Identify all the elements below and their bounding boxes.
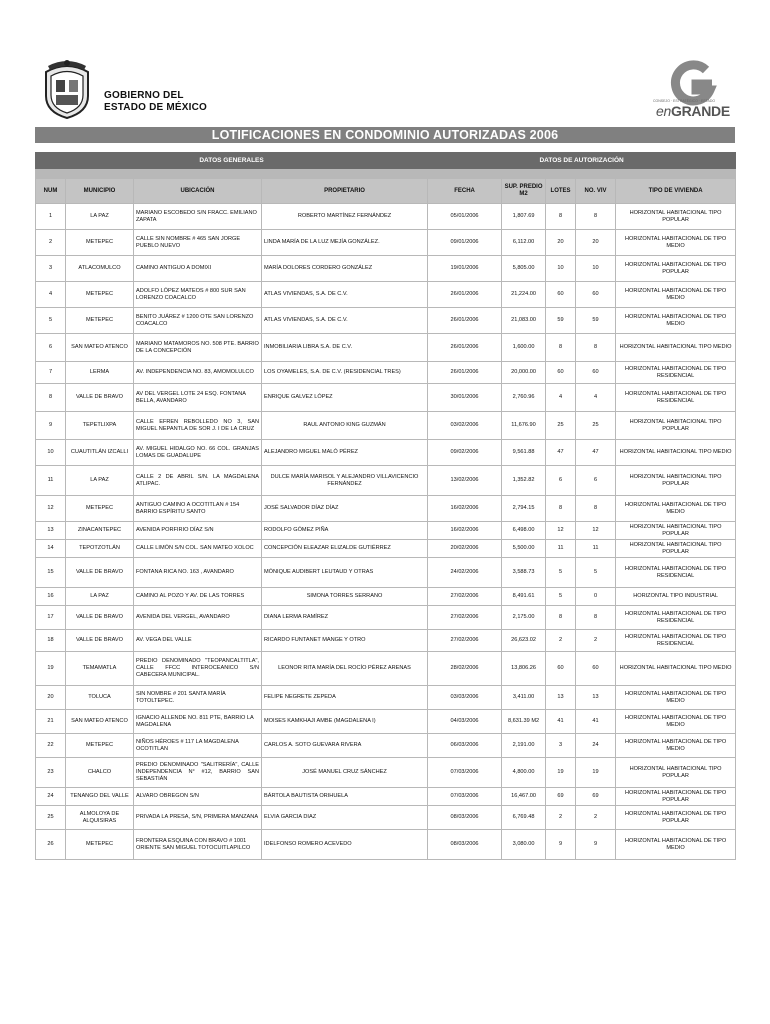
cell-propietario: ELVIA GARCIA DIAZ — [262, 806, 428, 830]
cell-tipo: HORIZONTAL HABITACIONAL TIPO POPULAR — [616, 522, 736, 540]
cell-municipio: SAN MATEO ATENCO — [66, 710, 134, 734]
cell-fecha: 09/02/2006 — [428, 440, 502, 466]
col-propietario: PROPIETARIO — [262, 179, 428, 204]
cell-fecha: 03/03/2006 — [428, 686, 502, 710]
cell-fecha: 19/01/2006 — [428, 256, 502, 282]
cell-ubicacion: NIÑOS HÉROES # 117 LA MAGDALENA OCOTITLAN — [134, 734, 262, 758]
cell-sup: 3,080.00 — [502, 830, 546, 860]
cell-sup: 4,800.00 — [502, 758, 546, 788]
table-row — [36, 652, 736, 686]
cell-sup: 6,498.00 — [502, 522, 546, 540]
cell-municipio: METEPEC — [66, 830, 134, 860]
cell-propietario: LEONOR RITA MARÍA DEL ROCÍO PÉREZ ARENAS — [262, 652, 428, 686]
cell-fecha: 27/02/2006 — [428, 630, 502, 652]
cell-municipio: TOLUCA — [66, 686, 134, 710]
cell-propietario: MOISES KAMKHAJI AMBE (MAGDALENA I) — [262, 710, 428, 734]
cell-viv: 8 — [576, 606, 616, 630]
table-row — [36, 362, 736, 384]
cell-sup: 26,623.02 — [502, 630, 546, 652]
cell-fecha: 03/02/2006 — [428, 412, 502, 440]
cell-viv: 24 — [576, 734, 616, 758]
cell-num: 12 — [36, 496, 66, 522]
cell-sup: 20,000.00 — [502, 362, 546, 384]
cell-lotes: 3 — [546, 734, 576, 758]
table-row — [36, 558, 736, 588]
cell-propietario: CARLOS A. SOTO GUEVARA RIVERA — [262, 734, 428, 758]
cell-fecha: 08/03/2006 — [428, 830, 502, 860]
cell-sup: 5,805.00 — [502, 256, 546, 282]
cell-viv: 13 — [576, 686, 616, 710]
cell-propietario: RAUL ANTONIO KING GUZMÁN — [262, 412, 428, 440]
cell-num: 8 — [36, 384, 66, 412]
col-lotes: LOTES — [546, 179, 576, 204]
column-header-row — [36, 179, 736, 204]
cell-tipo: HORIZONTAL HABITACIONAL TIPO MEDIO — [616, 334, 736, 362]
table-row — [36, 734, 736, 758]
cell-lotes: 6 — [546, 466, 576, 496]
cell-viv: 20 — [576, 230, 616, 256]
cell-ubicacion: PRIVADA LA PRESA, S/N, PRIMERA MANZANA — [134, 806, 262, 830]
cell-ubicacion: BENITO JUÁREZ # 1200 OTE SAN LORENZO COACALCO — [134, 308, 262, 334]
cell-viv: 25 — [576, 412, 616, 440]
cell-viv: 41 — [576, 710, 616, 734]
cell-fecha: 05/01/2006 — [428, 204, 502, 230]
cell-municipio: VALLE DE BRAVO — [66, 630, 134, 652]
cell-municipio: TEPOTZOTLÁN — [66, 540, 134, 558]
cell-propietario: ROBERTO MARTÍNEZ FERNÁNDEZ — [262, 204, 428, 230]
cell-sup: 3,411.00 — [502, 686, 546, 710]
section-spacer-row — [36, 169, 736, 179]
cell-lotes: 9 — [546, 830, 576, 860]
cell-fecha: 07/03/2006 — [428, 788, 502, 806]
section-datos-autorizacion: DATOS DE AUTORIZACIÓN — [428, 153, 736, 169]
cell-viv: 12 — [576, 522, 616, 540]
cell-fecha: 16/02/2006 — [428, 496, 502, 522]
cell-ubicacion: CAMINO AL POZO Y AV. DE LAS TORRES — [134, 588, 262, 606]
table-row — [36, 788, 736, 806]
cell-tipo: HORIZONTAL HABITACIONAL DE TIPO RESIDENCIAL — [616, 558, 736, 588]
cell-municipio: SAN MATEO ATENCO — [66, 334, 134, 362]
cell-fecha: 27/02/2006 — [428, 588, 502, 606]
cell-lotes: 13 — [546, 686, 576, 710]
cell-num: 13 — [36, 522, 66, 540]
col-fecha: FECHA — [428, 179, 502, 204]
col-tipo-vivienda: TIPO DE VIVIENDA — [616, 179, 736, 204]
cell-propietario: ATLAS VIVIENDAS, S.A. DE C.V. — [262, 282, 428, 308]
cell-ubicacion: AV. MIGUEL HIDALGO NO. 66 COL. GRANJAS LOMAS DE GUADALUPE — [134, 440, 262, 466]
cell-ubicacion: CAMINO ANTIGUO A DOMIXI — [134, 256, 262, 282]
cell-fecha: 09/01/2006 — [428, 230, 502, 256]
cell-municipio: METEPEC — [66, 230, 134, 256]
government-line-1: GOBIERNO DEL — [104, 90, 184, 101]
cell-municipio: LA PAZ — [66, 204, 134, 230]
cell-municipio: ATLACOMULCO — [66, 256, 134, 282]
cell-num: 9 — [36, 412, 66, 440]
cell-tipo: HORIZONTAL HABITACIONAL DE TIPO MEDIO — [616, 308, 736, 334]
logo-word-prefix: en — [656, 103, 671, 119]
cell-viv: 69 — [576, 788, 616, 806]
cell-viv: 60 — [576, 362, 616, 384]
cell-ubicacion: AV DEL VERGEL LOTE 24 ESQ. FONTANA BELLA, AVANDARO — [134, 384, 262, 412]
cell-viv: 10 — [576, 256, 616, 282]
cell-fecha: 26/01/2006 — [428, 362, 502, 384]
cell-viv: 60 — [576, 282, 616, 308]
cell-ubicacion: SIN NOMBRE # 201 SANTA MARÍA TOTOLTEPEC. — [134, 686, 262, 710]
cell-num: 14 — [36, 540, 66, 558]
cell-num: 23 — [36, 758, 66, 788]
cell-viv: 6 — [576, 466, 616, 496]
cell-tipo: HORIZONTAL HABITACIONAL DE TIPO RESIDENCIAL — [616, 606, 736, 630]
cell-municipio: CHALCO — [66, 758, 134, 788]
cell-num: 26 — [36, 830, 66, 860]
cell-tipo: HORIZONTAL HABITACIONAL TIPO POPULAR — [616, 758, 736, 788]
cell-sup: 21,083.00 — [502, 308, 546, 334]
cell-municipio: TEPETLIXPA — [66, 412, 134, 440]
cell-lotes: 8 — [546, 606, 576, 630]
table-row — [36, 630, 736, 652]
cell-propietario: MÓNIQUE AUDIBERT LEUTAUD Y OTRAS — [262, 558, 428, 588]
government-line-2: ESTADO DE MÉXICO — [104, 102, 208, 113]
cell-propietario: DULCE MARÍA MARISOL Y ALEJANDRO VILLAVICENCIO FERNÁNDEZ — [262, 466, 428, 496]
cell-tipo: HORIZONTAL HABITACIONAL DE TIPO MEDIO — [616, 734, 736, 758]
cell-ubicacion: CALLE EFREN REBOLLEDO NO 3, SAN MIGUEL NEPANTLA DE SOR J. I DE LA CRUZ — [134, 412, 262, 440]
cell-municipio: ZINACANTEPEC — [66, 522, 134, 540]
cell-fecha: 26/01/2006 — [428, 308, 502, 334]
cell-propietario: INMOBILIARIA LIBRA S.A. DE C.V. — [262, 334, 428, 362]
table-row — [36, 466, 736, 496]
cell-sup: 2,794.15 — [502, 496, 546, 522]
cell-fecha: 06/03/2006 — [428, 734, 502, 758]
cell-viv: 8 — [576, 496, 616, 522]
cell-tipo: HORIZONTAL HABITACIONAL DE TIPO RESIDENCIAL — [616, 630, 736, 652]
cell-lotes: 25 — [546, 412, 576, 440]
cell-tipo: HORIZONTAL HABITACIONAL DE TIPO POPULAR — [616, 788, 736, 806]
cell-fecha: 28/02/2006 — [428, 652, 502, 686]
cell-tipo: HORIZONTAL HABITACIONAL DE TIPO RESIDENCIAL — [616, 384, 736, 412]
lotificaciones-table — [35, 152, 736, 860]
table-row — [36, 540, 736, 558]
cell-num: 10 — [36, 440, 66, 466]
table-row — [36, 496, 736, 522]
cell-sup: 8,631.39 M2 — [502, 710, 546, 734]
cell-sup: 1,352.82 — [502, 466, 546, 496]
cell-viv: 47 — [576, 440, 616, 466]
cell-viv: 60 — [576, 652, 616, 686]
cell-municipio: METEPEC — [66, 496, 134, 522]
cell-municipio: METEPEC — [66, 734, 134, 758]
cell-fecha: 08/03/2006 — [428, 806, 502, 830]
cell-num: 17 — [36, 606, 66, 630]
col-sup-predio: SUP. PREDIO M2 — [502, 179, 546, 204]
cell-municipio: TEMAMATLA — [66, 652, 134, 686]
cell-viv: 2 — [576, 806, 616, 830]
cell-lotes: 59 — [546, 308, 576, 334]
cell-tipo: HORIZONTAL TIPO INDUSTRIAL — [616, 588, 736, 606]
cell-propietario: FELIPE NEGRETE ZEPEDA — [262, 686, 428, 710]
cell-fecha: 24/02/2006 — [428, 558, 502, 588]
cell-sup: 9,561.88 — [502, 440, 546, 466]
cell-municipio: VALLE DE BRAVO — [66, 384, 134, 412]
cell-lotes: 69 — [546, 788, 576, 806]
cell-tipo: HORIZONTAL HABITACIONAL DE TIPO MEDIO — [616, 230, 736, 256]
cell-ubicacion: PREDIO DENOMINADO "TEOPANCALTITLA", CALLE FFCC INTEROCEANICO S/N CABECERA MUNICIPAL. — [134, 652, 262, 686]
cell-tipo: HORIZONTAL HABITACIONAL DE TIPO MEDIO — [616, 710, 736, 734]
cell-tipo: HORIZONTAL HABITACIONAL TIPO POPULAR — [616, 540, 736, 558]
cell-fecha: 04/03/2006 — [428, 710, 502, 734]
table-row — [36, 710, 736, 734]
cell-ubicacion: CALLE LIMÓN S/N COL. SAN MATEO XOLOC — [134, 540, 262, 558]
cell-lotes: 12 — [546, 522, 576, 540]
cell-propietario: LOS OYAMELES, S.A. DE C.V. (RESIDENCIAL TRES) — [262, 362, 428, 384]
cell-viv: 5 — [576, 558, 616, 588]
cell-lotes: 60 — [546, 282, 576, 308]
col-no-viv: NO. VIV — [576, 179, 616, 204]
cell-fecha: 26/01/2006 — [428, 282, 502, 308]
cell-municipio: LA PAZ — [66, 466, 134, 496]
cell-num: 19 — [36, 652, 66, 686]
cell-tipo: HORIZONTAL HABITACIONAL TIPO MEDIO — [616, 652, 736, 686]
cell-lotes: 47 — [546, 440, 576, 466]
cell-tipo: HORIZONTAL HABITACIONAL DE TIPO MEDIO — [616, 282, 736, 308]
cell-viv: 11 — [576, 540, 616, 558]
table-row — [36, 282, 736, 308]
cell-sup: 2,760.96 — [502, 384, 546, 412]
cell-lotes: 4 — [546, 384, 576, 412]
cell-sup: 1,600.00 — [502, 334, 546, 362]
cell-lotes: 8 — [546, 204, 576, 230]
table-row — [36, 334, 736, 362]
cell-ubicacion: ALVARO OBREGON S/N — [134, 788, 262, 806]
cell-ubicacion: MARIANO ESCOBEDO S/N FRACC. EMILIANO ZAPATA — [134, 204, 262, 230]
cell-num: 20 — [36, 686, 66, 710]
cell-ubicacion: AVENIDA DEL VERGEL, AVANDARO — [134, 606, 262, 630]
table-row — [36, 230, 736, 256]
cell-propietario: JOSÉ SALVADOR DÍAZ DÍAZ — [262, 496, 428, 522]
cell-lotes: 5 — [546, 588, 576, 606]
cell-propietario: RICARDO FUNTANET MANGE Y OTRO — [262, 630, 428, 652]
cell-lotes: 11 — [546, 540, 576, 558]
logo-tagline: CONSEJO · ESTRATÉGICO · ESTADO — [653, 99, 716, 103]
table-row — [36, 308, 736, 334]
cell-tipo: HORIZONTAL HABITACIONAL DE TIPO MEDIO — [616, 686, 736, 710]
cell-sup: 11,676.90 — [502, 412, 546, 440]
cell-lotes: 19 — [546, 758, 576, 788]
col-ubicacion: UBICACIÓN — [134, 179, 262, 204]
cell-num: 22 — [36, 734, 66, 758]
cell-ubicacion: CALLE SIN NOMBRE # 465 SAN JORGE PUEBLO NUEVO — [134, 230, 262, 256]
cell-num: 6 — [36, 334, 66, 362]
cell-ubicacion: IGNACIO ALLENDE NO. 811 PTE, BARRIO LA MAGDALENA — [134, 710, 262, 734]
cell-municipio: METEPEC — [66, 282, 134, 308]
cell-tipo: HORIZONTAL HABITACIONAL TIPO POPULAR — [616, 466, 736, 496]
table-row — [36, 606, 736, 630]
cell-ubicacion: MARIANO MATAMOROS NO. 508 PTE. BARRIO DE LA CONCEPCIÓN — [134, 334, 262, 362]
table-row — [36, 384, 736, 412]
government-name — [104, 90, 207, 114]
section-header-row — [36, 153, 736, 169]
cell-num: 4 — [36, 282, 66, 308]
cell-municipio: ALMOLOYA DE ALQUISIRAS — [66, 806, 134, 830]
cell-municipio: LERMA — [66, 362, 134, 384]
cell-municipio: VALLE DE BRAVO — [66, 606, 134, 630]
table-body — [36, 204, 736, 860]
page-header — [0, 0, 770, 125]
cell-sup: 6,769.48 — [502, 806, 546, 830]
table-row — [36, 204, 736, 230]
cell-propietario: JOSÉ MANUEL CRUZ SÁNCHEZ — [262, 758, 428, 788]
cell-municipio: LA PAZ — [66, 588, 134, 606]
cell-lotes: 8 — [546, 334, 576, 362]
cell-lotes: 2 — [546, 630, 576, 652]
cell-sup: 16,467.00 — [502, 788, 546, 806]
cell-num: 18 — [36, 630, 66, 652]
cell-num: 11 — [36, 466, 66, 496]
cell-viv: 59 — [576, 308, 616, 334]
cell-sup: 2,175.00 — [502, 606, 546, 630]
cell-ubicacion: AV. INDEPENDENCIA NO. 83, AMOMOLULCO — [134, 362, 262, 384]
cell-municipio: METEPEC — [66, 308, 134, 334]
cell-propietario: MARÍA DOLORES CORDERO GONZÁLEZ — [262, 256, 428, 282]
cell-propietario: ATLAS VIVIENDAS, S.A. DE C.V. — [262, 308, 428, 334]
table-row — [36, 830, 736, 860]
cell-tipo: HORIZONTAL HABITACIONAL DE TIPO RESIDENCIAL — [616, 362, 736, 384]
cell-ubicacion: ADOLFO LÓPEZ MATEOS # 800 SUR SAN LORENZO COACALCO — [134, 282, 262, 308]
cell-num: 1 — [36, 204, 66, 230]
table-row — [36, 588, 736, 606]
logo-wordmark — [656, 103, 730, 119]
cell-lotes: 60 — [546, 362, 576, 384]
logo-word-main: GRANDE — [670, 103, 730, 119]
cell-viv: 4 — [576, 384, 616, 412]
cell-num: 3 — [36, 256, 66, 282]
table-row — [36, 686, 736, 710]
cell-ubicacion: AVENIDA PORFIRIO DÍAZ S/N — [134, 522, 262, 540]
cell-viv: 2 — [576, 630, 616, 652]
cell-propietario: ALEJANDRO MIGUEL MALÓ PÉREZ — [262, 440, 428, 466]
cell-propietario: SIMONA TORRES SERRANO — [262, 588, 428, 606]
cell-sup: 13,806.26 — [502, 652, 546, 686]
cell-viv: 8 — [576, 204, 616, 230]
cell-lotes: 20 — [546, 230, 576, 256]
cell-fecha: 30/01/2006 — [428, 384, 502, 412]
cell-num: 24 — [36, 788, 66, 806]
cell-fecha: 27/02/2006 — [428, 606, 502, 630]
cell-sup: 3,588.73 — [502, 558, 546, 588]
cell-num: 25 — [36, 806, 66, 830]
cell-sup: 8,491.61 — [502, 588, 546, 606]
cell-ubicacion: ANTIGUO CAMINO A OCOTITLAN # 154 BARRIO ESPÍRITU SANTO — [134, 496, 262, 522]
col-num: NUM — [36, 179, 66, 204]
cell-propietario: RODOLFO GÓMEZ PIÑA — [262, 522, 428, 540]
cell-viv: 0 — [576, 588, 616, 606]
cell-propietario: IDELFONSO ROMERO ACEVEDO — [262, 830, 428, 860]
state-seal-icon — [38, 58, 96, 120]
cell-fecha: 20/02/2006 — [428, 540, 502, 558]
cell-propietario: ENRIQUE GALVEZ LÓPEZ — [262, 384, 428, 412]
cell-lotes: 60 — [546, 652, 576, 686]
cell-tipo: HORIZONTAL HABITACIONAL TIPO POPULAR — [616, 204, 736, 230]
cell-propietario: DIANA LERMA RAMÍREZ — [262, 606, 428, 630]
cell-num: 5 — [36, 308, 66, 334]
cell-sup: 1,807.69 — [502, 204, 546, 230]
cell-tipo: HORIZONTAL HABITACIONAL TIPO MEDIO — [616, 440, 736, 466]
cell-num: 21 — [36, 710, 66, 734]
col-municipio: MUNICIPIO — [66, 179, 134, 204]
cell-num: 15 — [36, 558, 66, 588]
cell-ubicacion: PREDIO DENOMINADO "SALITRERÍA", CALLE INDEPENDENCIA N° #12, BARRIO SAN SEBASTIÁN — [134, 758, 262, 788]
cell-fecha: 13/02/2006 — [428, 466, 502, 496]
cell-sup: 21,224.00 — [502, 282, 546, 308]
cell-fecha: 16/02/2006 — [428, 522, 502, 540]
table-row — [36, 522, 736, 540]
cell-tipo: HORIZONTAL HABITACIONAL TIPO POPULAR — [616, 412, 736, 440]
cell-tipo: HORIZONTAL HABITACIONAL DE TIPO MEDIO — [616, 496, 736, 522]
cell-fecha: 07/03/2006 — [428, 758, 502, 788]
table-row — [36, 440, 736, 466]
cell-num: 16 — [36, 588, 66, 606]
page-title: LOTIFICACIONES EN CONDOMINIO AUTORIZADAS 2006 — [35, 127, 735, 143]
table-row — [36, 758, 736, 788]
table-row — [36, 256, 736, 282]
cell-tipo: HORIZONTAL HABITACIONAL DE TIPO MEDIO — [616, 830, 736, 860]
cell-ubicacion: CALLE 2 DE ABRIL S/N. LA MAGDALENA ATLIPAC. — [134, 466, 262, 496]
cell-municipio: VALLE DE BRAVO — [66, 558, 134, 588]
cell-propietario: BÁRTOLA BAUTISTA ORIHUELA — [262, 788, 428, 806]
cell-num: 2 — [36, 230, 66, 256]
cell-municipio: TENANGO DEL VALLE — [66, 788, 134, 806]
cell-lotes: 2 — [546, 806, 576, 830]
table-row — [36, 806, 736, 830]
cell-sup: 5,500.00 — [502, 540, 546, 558]
cell-ubicacion: AV. VEGA DEL VALLE — [134, 630, 262, 652]
cell-sup: 2,191.00 — [502, 734, 546, 758]
cell-viv: 19 — [576, 758, 616, 788]
cell-lotes: 5 — [546, 558, 576, 588]
cell-ubicacion: FONTANA RICA NO. 163 , AVANDARO — [134, 558, 262, 588]
cell-ubicacion: FRONTERA ESQUINA CON BRAVO # 1001 ORIENTE SAN MIGUEL TOTOCUITLAPILCO — [134, 830, 262, 860]
cell-propietario: CONCEPCIÓN ELEAZAR ELIZALDE GUTIÉRREZ — [262, 540, 428, 558]
cell-tipo: HORIZONTAL HABITACIONAL DE TIPO POPULAR — [616, 256, 736, 282]
cell-lotes: 8 — [546, 496, 576, 522]
section-datos-generales: DATOS GENERALES — [36, 153, 428, 169]
cell-sup: 6,112.00 — [502, 230, 546, 256]
cell-viv: 8 — [576, 334, 616, 362]
cell-lotes: 41 — [546, 710, 576, 734]
cell-viv: 9 — [576, 830, 616, 860]
table-row — [36, 412, 736, 440]
cell-fecha: 26/01/2006 — [428, 334, 502, 362]
cell-municipio: CUAUTITLÁN IZCALLI — [66, 440, 134, 466]
cell-num: 7 — [36, 362, 66, 384]
cell-tipo: HORIZONTAL HABITACIONAL DE TIPO POPULAR — [616, 806, 736, 830]
cell-propietario: LINDA MARÍA DE LA LUZ MEJÍA GONZÁLEZ. — [262, 230, 428, 256]
cell-lotes: 10 — [546, 256, 576, 282]
